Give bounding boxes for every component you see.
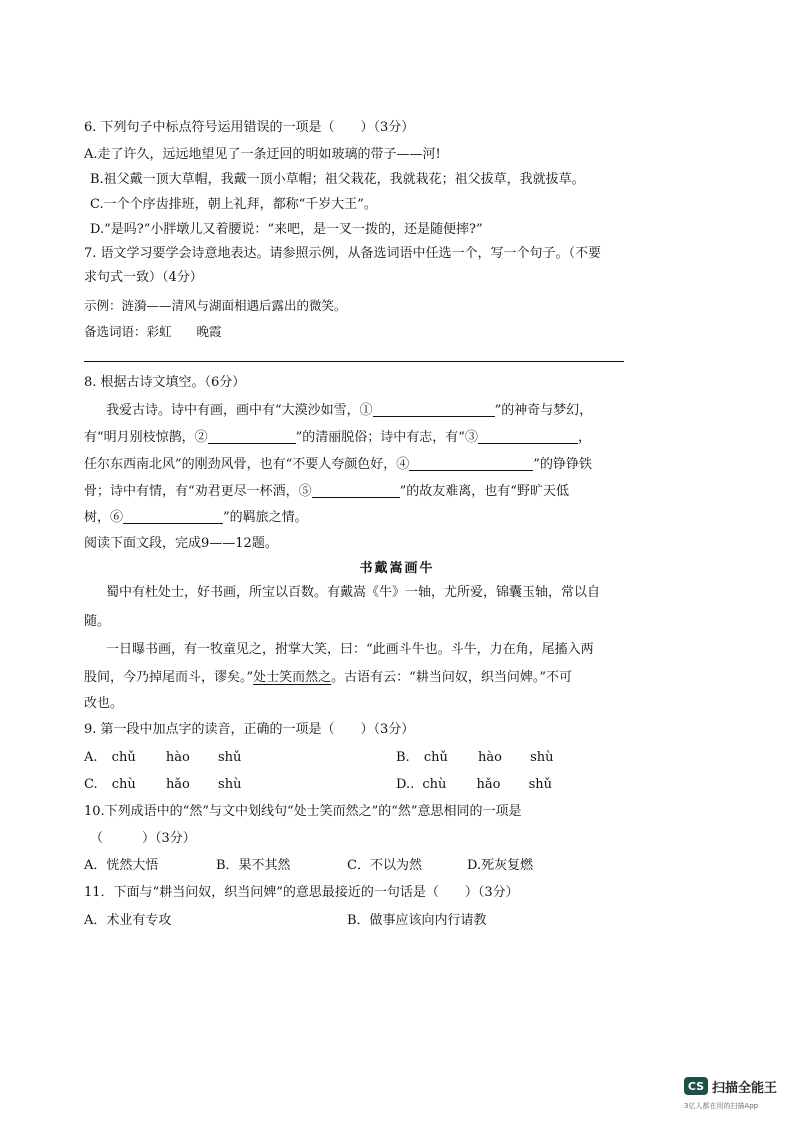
q9-option-a (84, 748, 241, 768)
q10-option-b: B．果不其然 (216, 858, 291, 873)
blank-6[interactable] (123, 509, 223, 524)
q9-a-p3: shǔ (217, 750, 242, 765)
q10-option-a: A．恍然大悟 (84, 858, 159, 873)
q9-c-p2: hǎo (165, 777, 190, 792)
q9-option-c (84, 775, 241, 795)
q7-answer-line[interactable] (84, 361, 624, 362)
q8-l2b: ”的清丽脱俗；诗中有志，有“③ (295, 430, 478, 445)
q8-line1 (106, 401, 592, 421)
blank-5[interactable] (312, 483, 400, 498)
q9-a-p1: chǔ (111, 750, 136, 765)
q9-a-label: A. (84, 750, 98, 765)
blank-1[interactable] (373, 402, 495, 417)
passage-p1-line1: 蜀中有杜处士，好书画，所宝以百数。有戴嵩《牛》一轴，尤所爱，锦囊玉轴，常以自 (106, 585, 601, 600)
q7-example: 示例：涟漪——清风与湖面相遇后露出的微笑。 (84, 298, 347, 313)
q8-l4b: ”的故友难离，也有“野旷天低 (399, 484, 569, 499)
q8-l4a: 骨；诗中有情，有“劝君更尽一杯酒，⑤ (84, 484, 312, 499)
q11-option-a: A．术业有专攻 (84, 913, 172, 928)
q9-option-b (396, 748, 554, 768)
q8-line3 (84, 455, 592, 475)
q9-stem: 9. 第一段中加点字的读音，正确的一项是（ ）（3分） (84, 722, 415, 737)
q8-l2a: 有“明月别枝惊鹊，② (84, 430, 208, 445)
passage-p2-line2c: 。古语有云：“耕当问奴，织当问婢。”不可 (331, 670, 572, 685)
scanner-slogan: 3亿人都在用的扫描App (684, 1102, 759, 1110)
q9-b-p3: shù (530, 750, 554, 765)
blank-2[interactable] (208, 429, 296, 444)
q9-option-d (396, 775, 552, 795)
q8-l5a: 树，⑥ (84, 510, 124, 525)
q8-l3b: ”的铮铮铁 (533, 457, 592, 472)
q8-line4 (84, 482, 569, 502)
q9-a-p2: hào (165, 750, 190, 765)
q9-c-p1: chù (111, 777, 136, 792)
q9-d-label: D.. (396, 777, 415, 792)
q8-line2 (84, 428, 591, 448)
blank-3[interactable] (478, 429, 578, 444)
scanner-brand: 扫描全能王 (712, 1081, 778, 1096)
passage-p2-line2a: 股间，今乃掉尾而斗，谬矣。” (84, 670, 254, 685)
q8-l1a: 我爱古诗。诗中有画，画中有“大漠沙如雪，① (106, 403, 373, 418)
q10-option-c: C．不以为然 (347, 858, 422, 873)
q7-stem-line1: 7. 语文学习要学会诗意地表达。请参照示例，从备选词语中任选一个，写一个句子。（不要 (84, 246, 602, 261)
passage-p2-line2 (84, 668, 572, 688)
q9-b-label: B. (396, 750, 410, 765)
q6-option-c: C.一个个序齿排班，朝上礼拜，都称“千岁大王”。 (90, 197, 377, 212)
q8-l1b: ”的神奇与梦幻， (494, 403, 593, 418)
q8-stem: 8. 根据古诗文填空。（6分） (84, 375, 246, 390)
q9-c-p3: shù (218, 777, 242, 792)
q9-c-label: C. (84, 777, 98, 792)
passage-p2-line3: 改也。 (84, 696, 124, 711)
q10-stem-line2: （ ）（3分） (90, 831, 196, 846)
q11-stem: 11．下面与“耕当问奴，织当问婢”的意思最接近的一句话是（ ）（3分） (84, 885, 519, 900)
passage-p2-line1: 一日曝书画，有一牧童见之，拊掌大笑，曰：“此画斗牛也。斗牛，力在角，尾搐入两 (106, 642, 594, 657)
underlined-sentence: 处士笑而然之 (253, 670, 332, 685)
q9-d-p3: shǔ (528, 777, 553, 792)
q9-b-p2: hào (478, 750, 502, 765)
q7-stem-line2: 求句式一致）（4分） (84, 270, 203, 285)
q11-option-b: B．做事应该向内行请教 (347, 913, 487, 928)
q6-option-b: B.祖父戴一顶大草帽，我戴一顶小草帽；祖父栽花，我就栽花；祖父拔草，我就拔草。 (90, 172, 585, 187)
passage-title: 书戴嵩画牛 (359, 561, 435, 576)
q9-d-p2: hǎo (476, 777, 501, 792)
q7-candidates: 备选词语：彩虹 晚霞 (84, 324, 222, 339)
q8-l2c: ， (577, 430, 591, 445)
q8-line5 (84, 508, 308, 528)
q10-option-d: D.死灰复燃 (467, 858, 534, 873)
q6-option-d: D.“是吗?”小胖墩儿又着腰说：“来吧，是一叉一拨的，还是随便摔?” (90, 222, 483, 237)
q6-stem: 6. 下列句子中标点符号运用错误的一项是（ ）（3分） (84, 120, 415, 135)
camscanner-logo-icon: CS (684, 1077, 708, 1095)
q9-b-p1: chǔ (423, 750, 448, 765)
blank-4[interactable] (409, 456, 533, 471)
reading-intro: 阅读下面文段，完成9——12题。 (84, 536, 278, 551)
passage-p1-line2: 随。 (84, 614, 111, 629)
q6-option-a: A.走了许久，远远地望见了一条迂回的明如玻璃的带子——河! (84, 147, 441, 162)
q10-stem-line1: 10.下列成语中的“然”与文中划线句“处士笑而然之”的“然”意思相同的一项是 (84, 804, 522, 819)
q9-d-p1: chù (422, 777, 447, 792)
q8-l5b: ”的羁旅之情。 (223, 510, 308, 525)
q8-l3a: 任尔东西南北风”的刚劲风骨，也有“不要人夸颜色好，④ (84, 457, 410, 472)
